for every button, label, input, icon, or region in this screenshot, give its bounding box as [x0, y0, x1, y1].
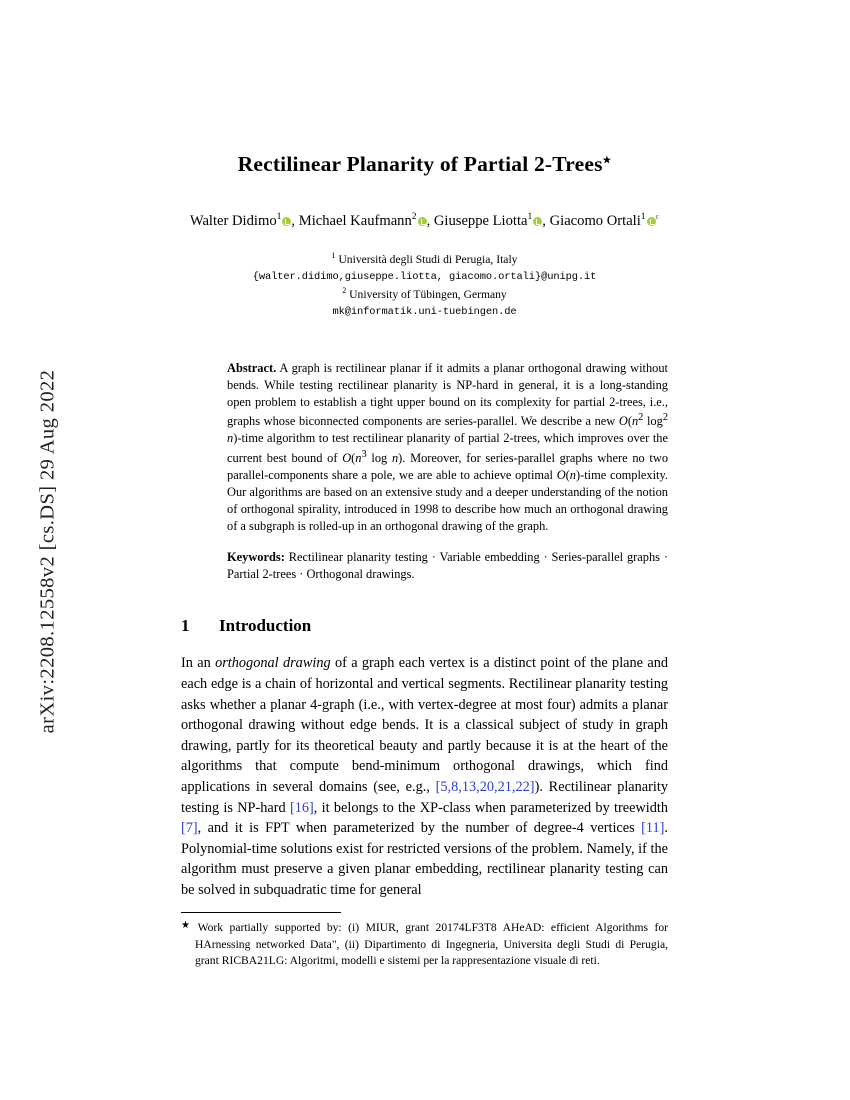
- orcid-icon[interactable]: [533, 217, 542, 226]
- author-list: [181, 210, 668, 232]
- author-name: Michael Kaufmann: [298, 212, 412, 229]
- arxiv-identifier-stamp: arXiv:2208.12558v2 [cs.DS] 29 Aug 2022: [36, 369, 59, 734]
- abstract-block: [227, 360, 668, 535]
- section-heading-introduction: [181, 616, 668, 636]
- affiliation-email[interactable]: {walter.didimo,giuseppe.liotta, giacomo.ortali}@unipg.it: [252, 270, 597, 283]
- affiliation-mark: 1: [331, 251, 336, 261]
- orcid-icon[interactable]: [647, 217, 656, 226]
- title-footnote-marker: ★: [602, 155, 612, 166]
- author-affil-mark: 2: [411, 211, 417, 222]
- author-entry: [550, 213, 660, 229]
- keywords-text: Rectilinear planarity testing · Variable embedding · Series-parallel graphs · Partial 2-trees · Orthogonal drawings.: [227, 550, 668, 582]
- affiliation-item: [181, 285, 668, 304]
- abstract-label: Abstract.: [227, 360, 277, 375]
- author-name: Giacomo Ortali: [549, 212, 641, 229]
- footnote-text: Work partially supported by: (i) MIUR, grant 20174LF3T8 AHeAD: efficient Algorithms for HArnessing networked Data", (ii) Dipartimento di Ingegneria, Universita degli Studi di Perugia, grant RICBA21LG: Algoritmi, modelli e sistemi per la rappresentazione visuale di reti.: [195, 921, 668, 967]
- page-title: [181, 152, 668, 177]
- orcid-icon[interactable]: [418, 217, 427, 226]
- title-text: Rectilinear Planarity of Partial 2-Trees: [237, 152, 603, 176]
- footnote-body: [181, 920, 668, 969]
- affiliation-mark: 2: [342, 285, 347, 295]
- introduction-paragraph: In an orthogonal drawing of a graph each vertex is a distinct point of the plane and each edge is a chain of horizontal and vertical segments. Rectilinear planarity testing asks whether a planar 4-graph (i.e., with vertex-degree at most four) admits a planar orthogonal drawing without edge bends. It is a classical subject of study in graph drawing, partly for its theoretical beauty and partly because it is at the heart of the algorithms that compute bend-minimum orthogonal drawings, which find applications in several domains (see, e.g., [5,8,13,20,21,22]). Rectilinear planarity testing is NP-hard [16], it belongs to the XP-class when parameterized by treewidth [7], and it is FPT when parameterized by the number of degree-4 vertices [11]. Polynomial-time solutions exist for restricted versions of the problem. Namely, if the algorithm must preserve a given planar embedding, rectilinear planarity testing can be solved in subquadratic time for general: [181, 655, 669, 898]
- section-title: Introduction: [219, 616, 312, 636]
- abstract-text: A graph is rectilinear planar if it admits a planar orthogonal drawing without bends. While testing rectilinear planarity is NP-hard in general, it is a long-standing open problem to establish a tight upper bound on its complexity for partial 2-trees, i.e., graphs whose biconnected components are series-parallel. We describe a new $O(n^2$ $\log^2$ n)-time algorithm to test rectilinear planarity of partial 2-trees, which improves over the current best bound of $O(n^3$ log n). Moreover, for series-parallel graphs where no two parallel-components share a pole, we are able to achieve optimal O(n)-time complexity. Our algorithms are based on an extensive study and a deeper understanding of the notion of orthogonal spirality, introduced in 1998 to describe how much an orthogonal drawing of a subgraph is rolled-up in an orthogonal drawing of the graph.: [227, 360, 669, 534]
- author-name: Giuseppe Liotta: [433, 212, 528, 229]
- footnote-divider: [181, 912, 341, 913]
- footnote-block: [181, 920, 668, 969]
- paper-content: [181, 0, 668, 969]
- author-separator: ,: [291, 212, 299, 229]
- author-affil-mark: 1: [640, 211, 646, 222]
- keywords-block: [227, 549, 668, 583]
- affiliation-email[interactable]: mk@informatik.uni-tuebingen.de: [332, 305, 517, 318]
- author-entry: [434, 213, 542, 229]
- affiliation-text: Università degli Studi di Perugia, Italy: [338, 252, 518, 266]
- footnote-marker: ★: [181, 920, 194, 932]
- author-entry: [190, 213, 292, 229]
- author-affil-mark: 1: [527, 211, 533, 222]
- keywords-label: Keywords:: [227, 550, 285, 565]
- author-name: Walter Didimo: [189, 212, 277, 229]
- affiliations: [181, 250, 668, 320]
- section-number: 1: [181, 616, 190, 636]
- affiliation-item: [181, 250, 668, 269]
- author-affil-mark: 1: [276, 211, 282, 222]
- affiliation-text: University of Tübingen, Germany: [349, 287, 507, 301]
- author-extra-mark: c: [655, 212, 660, 221]
- author-separator: ,: [542, 212, 550, 229]
- author-entry: [299, 213, 427, 229]
- author-separator: ,: [426, 212, 434, 229]
